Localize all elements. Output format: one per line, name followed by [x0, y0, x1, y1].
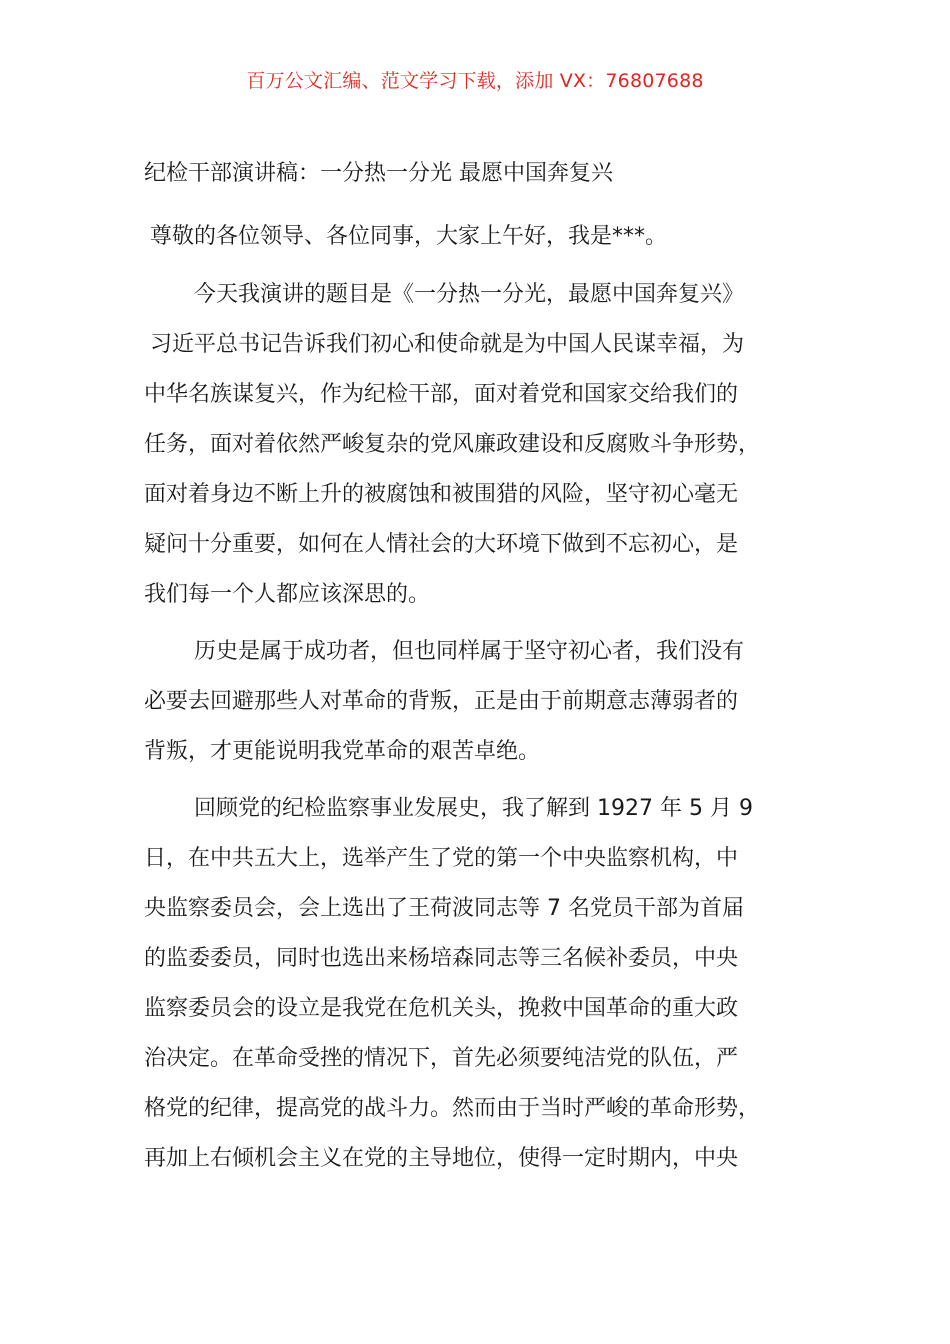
paragraph-line: 任务，面对着依然严峻复杂的党风廉政建设和反腐败斗争形势，: [144, 432, 761, 457]
paragraph-line: 历史是属于成功者，但也同样属于坚守初心者，我们没有: [194, 639, 745, 664]
paragraph-line: 的监委委员，同时也选出来杨培森同志等三名候补委员，中央: [144, 946, 739, 971]
paragraph-line: 我们每一个人都应该深思的。: [144, 582, 431, 607]
header-note: 百万公文汇编、范文学习下载，添加 VX：76807688: [246, 70, 704, 92]
paragraph-line: 疑问十分重要，如何在人情社会的大环境下做到不忘初心，是: [144, 532, 739, 557]
paragraph-line: 央监察委员会，会上选出了王荷波同志等 7 名党员干部为首届: [144, 896, 744, 921]
paragraph-line: 回顾党的纪检监察事业发展史，我了解到 1927 年 5 月 9: [194, 796, 753, 821]
paragraph-line: 今天我演讲的题目是《一分热一分光，最愿中国奔复兴》: [194, 282, 745, 307]
paragraph-1: [144, 270, 834, 620]
document-title: 纪检干部演讲稿：一分热一分光 最愿中国奔复兴: [144, 161, 613, 186]
paragraph-3: [144, 784, 834, 1184]
paragraph-line: 面对着身边不断上升的被腐蚀和被围猎的风险，坚守初心毫无: [144, 482, 739, 507]
paragraph-line: 格党的纪律，提高党的战斗力。然而由于当时严峻的革命形势，: [144, 1096, 761, 1121]
paragraph-line: 必要去回避那些人对革命的背叛，正是由于前期意志薄弱者的: [144, 689, 739, 714]
paragraph-line: 日，在中共五大上，选举产生了党的第一个中央监察机构，中: [144, 846, 739, 871]
greeting-line: 尊敬的各位领导、各位同事，大家上午好，我是***。: [150, 224, 668, 249]
paragraph-2: [144, 627, 834, 777]
paragraph-line: 监察委员会的设立是我党在危机关头，挽救中国革命的重大政: [144, 996, 739, 1021]
paragraph-line: 中华名族谋复兴，作为纪检干部，面对着党和国家交给我们的: [144, 382, 739, 407]
paragraph-line: 治决定。在革命受挫的情况下，首先必须要纯洁党的队伍，严: [144, 1046, 739, 1071]
paragraph-line: 背叛，才更能说明我党革命的艰苦卓绝。: [144, 739, 541, 764]
paragraph-line: 习近平总书记告诉我们初心和使命就是为中国人民谋幸福，为: [150, 332, 745, 357]
paragraph-line: 再加上右倾机会主义在党的主导地位，使得一定时期内，中央: [144, 1146, 739, 1171]
